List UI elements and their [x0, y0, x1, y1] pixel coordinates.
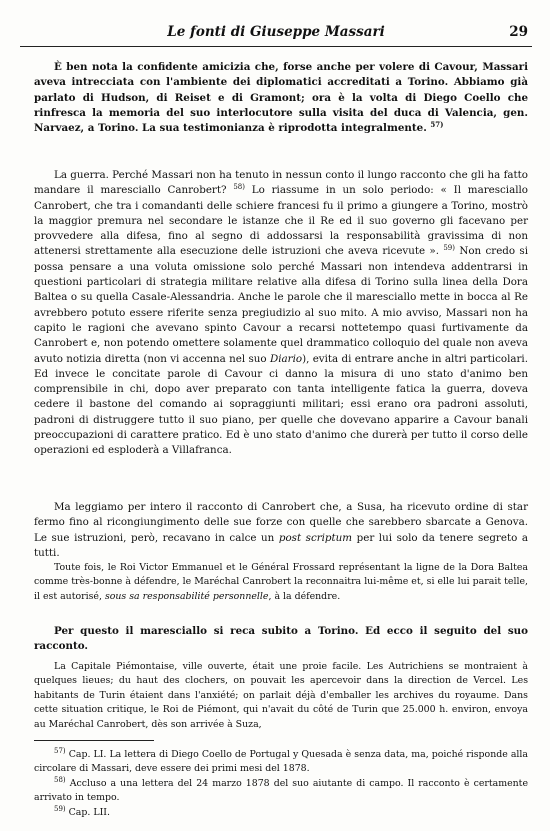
footnote-text: Cap. LII.: [68, 807, 110, 818]
page-number: 29: [509, 24, 528, 40]
paragraph-text: per lui solo da tenere segreto a tutti.: [34, 531, 528, 559]
italic-responsabilite: sous sa responsabilité personnelle: [104, 590, 269, 602]
footnote-text: Cap. LI. La lettera di Diego Coello de Portugal y Quesada è senza data, ma, poiché risponde alla circolare di Massari, deve essere dei primi mesi del 1878.: [34, 749, 529, 774]
footnote-58: [34, 777, 528, 805]
quote-text: La Capitale Piémontaise, ville ouverte, était une proie facile. Les Autrichiens se montraient à quelques lieues; du haut des clochers, on pouvait les apercevoir dans la direction de Vercel. Les habitants de Turin étaient dans l'anxiété; on parlait déjà d'emballer les archives du royaume. Dans cette situation critique, le Roi de Piémont, qui n'avait du côté de Turin que 25.000 h. environ, envoya au Maréchal Canrobert, dès son arrivée à Suza,: [34, 661, 528, 730]
paragraph-text: Per questo il maresciallo si reca subito a Torino. Ed ecco il seguito del suo racconto.: [34, 625, 528, 653]
paragraph-massari-diplomats: [34, 60, 528, 136]
footnote-divider: [34, 740, 154, 741]
paragraph-text: ), evita di entrare anche in altri particolari. Ed invece le concitate parole di Cavour ci danno la misura di uno stato d'animo ben comprensibile in chi, dopo aver preparato con tanta intelligente fatica la guerra, doveva cedere il bastone del comando ai sopraggiunti militari; essi erano ora padroni assoluti, padroni di distruggere tutto il suo piano, per quelle che dovevano apparire a Cavour banali preoccupazioni di carattere pratico. Ed è uno stato d'animo che durerà per tutto il corso delle operazioni ed esploderà a Villafranca.: [34, 352, 528, 457]
footnote-57: [34, 748, 528, 776]
footnote-number: 57): [54, 747, 66, 755]
footnote-text: Accluso a una lettera del 24 marzo 1878 del suo aiutante di campo. Il racconto è certamente arrivato in tempo.: [34, 778, 528, 803]
paragraph-text: Lo riassume in un solo periodo: « Il maresciallo Canrobert, che tra i comandanti delle schiere francesi fu il primo a giungere a Torino, mostrò la maggior premura nel secondare le istanze che il Re ed il suo governo gli facevano per provvedere alla difesa, fino al segno di addossarsi la responsabilità gravissima di non attenersi strettamente alla esecuzione delle istruzioni che aveva ricevute ».: [34, 184, 528, 258]
footnote-ref-58: 58): [233, 183, 245, 192]
footnote-ref-59: 59): [443, 244, 455, 253]
italic-diario: Diario: [269, 352, 303, 365]
italic-post-scriptum: post scriptum: [278, 531, 353, 544]
running-header: [20, 24, 532, 47]
footnote-59: [34, 806, 528, 820]
quote-capitale-piemontaise: [34, 660, 528, 732]
paragraph-text: Ma leggiamo per intero il racconto di Canrobert che, a Susa, ha ricevuto ordine di star fermo fino al ricongiungimento delle sue forze con quelle che sarebbero sbarcate a Genova. Le sue istruzioni, però, recavano in calce un: [34, 501, 528, 544]
footnote-ref-57: 57): [430, 120, 444, 130]
footnote-number: 58): [54, 776, 66, 784]
paragraph-la-guerra: [34, 168, 528, 459]
quote-text: , à la défendre.: [268, 590, 341, 602]
paragraph-text: È ben nota la confidente amicizia che, forse anche per volere di Cavour, Massari aveva intrecciata con l'ambiente dei diplomatici accreditati a Torino. Abbiamo già parlato di Hudson, di Reiset e di Gramont; ora è la volta di Diego Coello che rinfresca la memoria del suo interlocutore sulla visita del duca di Valencia, gen. Narvaez, a Torino. La sua testimonianza è riprodotta integralmente.: [34, 61, 528, 135]
paragraph-canrobert-racconto: [34, 500, 528, 561]
paragraph-text: Non credo si possa pensare a una voluta omissione solo perché Massari non intendeva addentrarsi in questioni particolari di strategia militare relative alla difesa di Torino sulla linea della Dora Baltea o su quella Casale-Alessandria. Anche le parole che il maresciallo mette in bocca al Re avrebbero potuto essere riferite senza pregiudizio al suo mito. A mio avviso, Massari non ha capito le ragioni che avevano spinto Cavour a recarsi nottetempo quasi furtivamente da Canrobert e, non potendo omettere solamente quel drammatico colloquio del quale non aveva avuto notizia diretta (non vi accenna nel suo: [34, 245, 528, 365]
quote-text: Toute fois, le Roi Victor Emmanuel et le Général Frossard représentant la ligne de la Dora Baltea comme très-bonne à défendre, le Maréchal Canrobert la reconnaitra lui-même et, si elle lui parait telle, il est autorisé,: [34, 562, 528, 602]
footnote-number: 59): [54, 805, 66, 813]
quote-french-instructions: [34, 561, 528, 604]
running-title: Le fonti di Giuseppe Massari: [167, 24, 385, 40]
paragraph-per-questo: [34, 624, 528, 655]
paragraph-text: La guerra. Perché Massari non ha tenuto in nessun conto il lungo racconto che gli ha fatto mandare il maresciallo Canrobert?: [34, 169, 528, 197]
